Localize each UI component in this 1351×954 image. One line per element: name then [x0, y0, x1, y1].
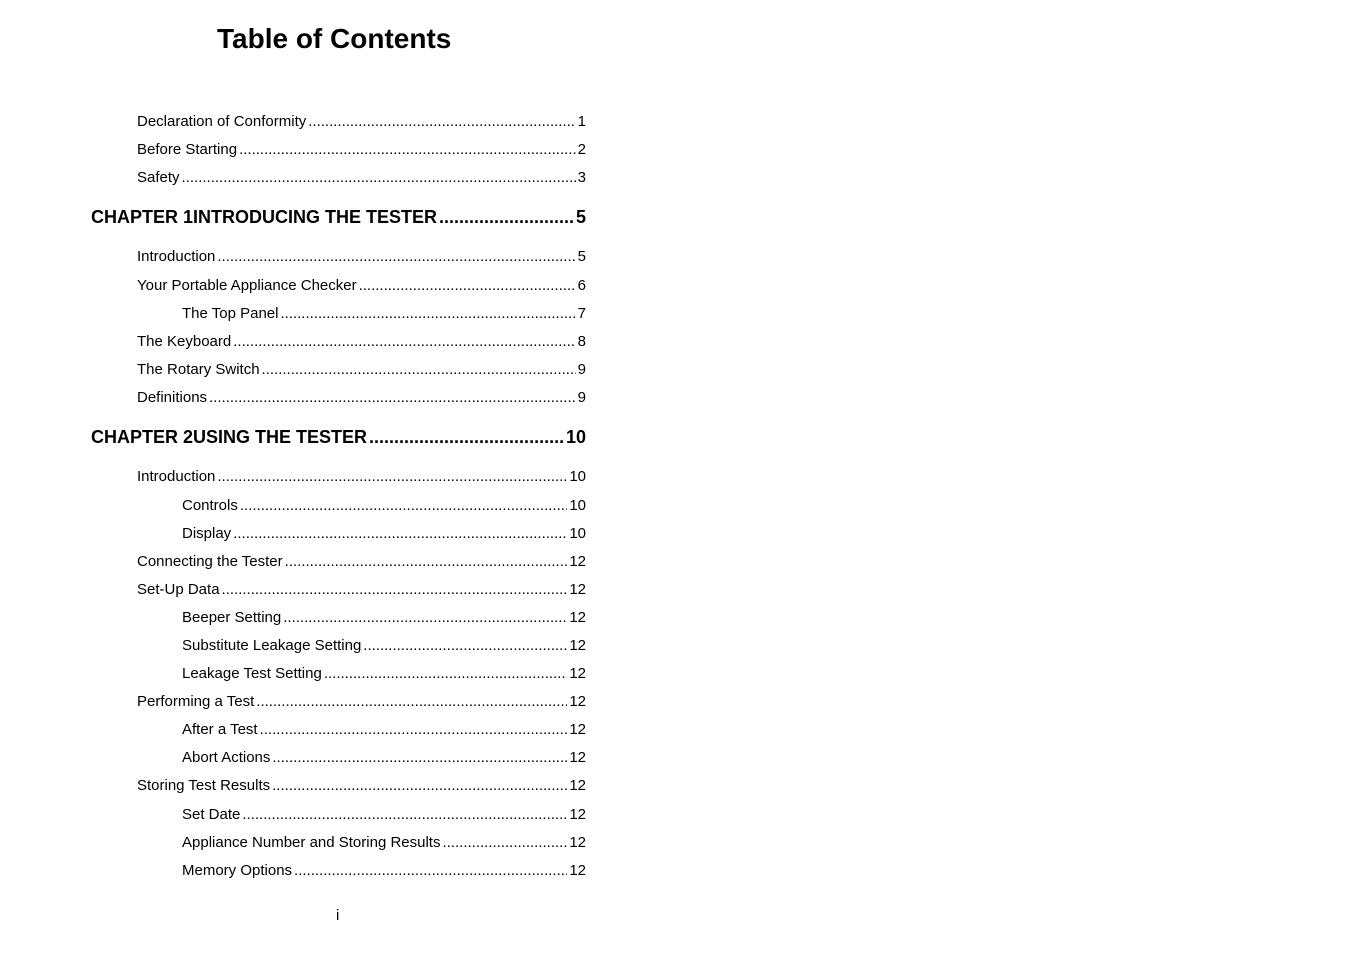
toc-entry[interactable]	[137, 141, 586, 159]
dot-leader	[240, 497, 567, 515]
toc-page-number: 7	[577, 305, 586, 322]
dot-leader	[233, 333, 575, 351]
toc-entry[interactable]	[137, 333, 586, 351]
toc-entry-title: Definitions	[137, 389, 208, 406]
toc-entry-title: Performing a Test	[137, 693, 255, 710]
dot-leader	[283, 609, 567, 627]
toc-entry-title: Your Portable Appliance Checker	[137, 277, 357, 294]
toc-page-number: 12	[569, 665, 586, 682]
toc-page-number: 2	[577, 141, 586, 158]
toc-page-number: 12	[569, 862, 586, 879]
toc-entry[interactable]	[137, 777, 586, 795]
dot-leader	[272, 749, 567, 767]
page-title: Table of Contents	[217, 23, 452, 54]
dot-leader	[280, 305, 575, 323]
toc-entry-title: Before Starting	[137, 141, 238, 158]
dot-leader	[442, 834, 567, 852]
toc-entry[interactable]	[137, 553, 586, 571]
toc-entry-title: The Rotary Switch	[137, 361, 260, 378]
dot-leader	[359, 277, 576, 295]
toc-page-number: 12	[569, 777, 586, 794]
toc-entry-title: Beeper Setting	[182, 609, 282, 626]
toc-entry-title: Display	[182, 525, 232, 542]
toc-entry-title: Connecting the Tester	[137, 553, 283, 570]
toc-entry[interactable]	[137, 248, 586, 266]
dot-leader	[285, 553, 568, 571]
toc-entry-title: The Top Panel	[182, 305, 279, 322]
toc-page-number: 6	[577, 277, 586, 294]
toc-entry[interactable]	[137, 693, 586, 711]
toc-page-number: 1	[577, 113, 586, 130]
toc-entry-title: Introduction	[137, 248, 216, 265]
toc-chapter-number: CHAPTER 2	[91, 427, 194, 447]
toc-entry-title: Safety	[137, 169, 180, 186]
toc-entry-title: The Keyboard	[137, 333, 232, 350]
toc-entry-title: Memory Options	[182, 862, 293, 879]
toc-page-number: 5	[577, 248, 586, 265]
toc-entry-title: Appliance Number and Storing Results	[182, 834, 441, 851]
toc-entry[interactable]	[182, 862, 586, 880]
toc-page-number: 12	[569, 637, 586, 654]
dot-leader	[222, 581, 568, 599]
toc-entry[interactable]	[182, 665, 586, 683]
toc-entry[interactable]	[137, 361, 586, 379]
toc-entry[interactable]	[182, 525, 586, 543]
toc-entry-title: Storing Test Results	[137, 777, 271, 794]
toc-entry[interactable]	[182, 806, 586, 824]
dot-leader	[439, 206, 574, 228]
page-number-footer: i	[336, 907, 340, 924]
toc-chapter-entry[interactable]	[91, 206, 586, 228]
dot-leader	[308, 113, 575, 131]
toc-entry[interactable]	[137, 113, 586, 131]
toc-page-number: 12	[569, 834, 586, 851]
dot-leader	[242, 806, 567, 824]
toc-entry[interactable]	[182, 305, 586, 323]
dot-leader	[262, 361, 576, 379]
dot-leader	[182, 169, 576, 187]
dot-leader	[217, 248, 575, 266]
toc-entry[interactable]	[182, 637, 586, 655]
toc-entry[interactable]	[137, 389, 586, 407]
toc-page-number: 5	[575, 207, 586, 227]
dot-leader	[363, 637, 567, 655]
toc-entry[interactable]	[182, 721, 586, 739]
toc-entry-title: Leakage Test Setting	[182, 665, 322, 682]
toc-entry-title: Abort Actions	[182, 749, 271, 766]
toc-page-number: 9	[577, 389, 586, 406]
toc-page-number: 10	[569, 525, 586, 542]
toc-entry-title: Substitute Leakage Setting	[182, 637, 362, 654]
toc-entry-title: Set Date	[182, 806, 241, 823]
toc-page-number: 12	[569, 806, 586, 823]
toc-entry-title: Controls	[182, 497, 238, 514]
toc-entry-title: Set-Up Data	[137, 581, 220, 598]
toc-page-number: 12	[569, 609, 586, 626]
dot-leader	[217, 468, 567, 486]
dot-leader	[256, 693, 567, 711]
toc-page-number: 12	[569, 553, 586, 570]
toc-page-number: 12	[569, 721, 586, 738]
dot-leader	[324, 665, 567, 683]
toc-entry[interactable]	[182, 834, 586, 852]
dot-leader	[260, 721, 568, 739]
toc-entry-title: Introduction	[137, 468, 216, 485]
toc-entry-title: INTRODUCING THE TESTER	[193, 207, 438, 227]
toc-entry[interactable]	[137, 169, 586, 187]
toc-entry[interactable]	[182, 497, 586, 515]
toc-entry-title: Declaration of Conformity	[137, 113, 307, 130]
toc-page-number: 12	[569, 581, 586, 598]
toc-entry-title: After a Test	[182, 721, 258, 738]
toc-page-number: 8	[577, 333, 586, 350]
table-of-contents	[0, 0, 600, 954]
dot-leader	[369, 426, 564, 448]
toc-chapter-entry[interactable]	[91, 426, 586, 448]
toc-page-number: 10	[569, 468, 586, 485]
toc-page-number: 12	[569, 749, 586, 766]
toc-entry[interactable]	[137, 277, 586, 295]
toc-page-number: 12	[569, 693, 586, 710]
dot-leader	[239, 141, 576, 159]
dot-leader	[233, 525, 567, 543]
dot-leader	[294, 862, 567, 880]
toc-entry[interactable]	[182, 609, 586, 627]
toc-page-number: 3	[577, 169, 586, 186]
toc-chapter-number: CHAPTER 1	[91, 207, 194, 227]
toc-entry[interactable]	[137, 581, 586, 599]
dot-leader	[272, 777, 567, 795]
toc-page-number: 10	[569, 497, 586, 514]
toc-page-number: 10	[565, 427, 586, 447]
toc-entry-title: USING THE TESTER	[193, 427, 368, 447]
toc-entry[interactable]	[182, 749, 586, 767]
toc-page-number: 9	[577, 361, 586, 378]
toc-entry[interactable]	[137, 468, 586, 486]
dot-leader	[209, 389, 576, 407]
